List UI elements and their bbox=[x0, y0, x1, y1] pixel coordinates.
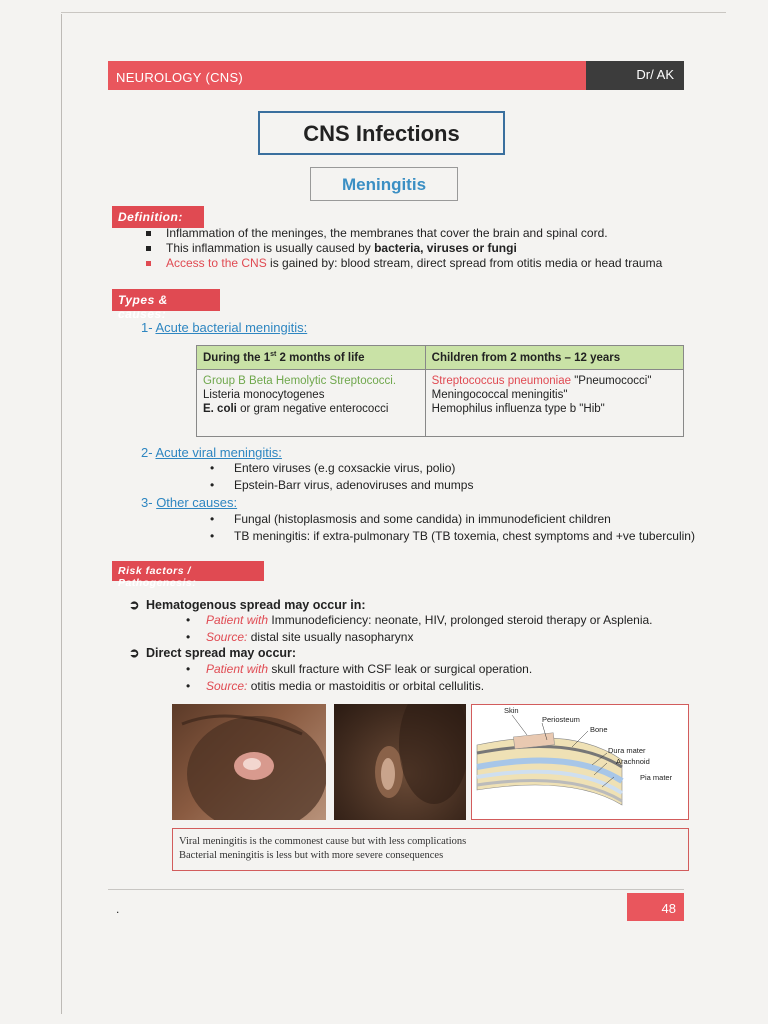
viral-causes-list bbox=[210, 460, 680, 494]
list-item: • Patient with skull fracture with CSF leak or surgical operation. bbox=[186, 661, 686, 678]
meninges-layers-illustration bbox=[472, 705, 689, 820]
page-number: 48 bbox=[627, 893, 684, 921]
arrow-icon: ➲ bbox=[129, 646, 140, 660]
diagram-label-periosteum: Periosteum bbox=[542, 715, 580, 724]
hematogenous-heading: ➲ Hematogenous spread may occur in: bbox=[129, 598, 366, 612]
list-item: • Entero viruses (e.g coxsackie virus, polio) bbox=[210, 460, 680, 477]
diagram-label-skin: Skin bbox=[504, 706, 519, 715]
header-author: Dr/ AK bbox=[586, 61, 684, 90]
table-cell-neonates: Group B Beta Hemolytic Streptococci. Listeria monocytogenes E. coli or gram negative enterococci bbox=[197, 370, 426, 437]
viral-heading: 2- Acute viral meningitis: bbox=[141, 445, 282, 460]
ear-photo bbox=[334, 704, 466, 820]
risk-factors-label: Risk factors / Pathogenesis: bbox=[112, 561, 264, 581]
table-cell-children: Streptococcus pneumoniae "Pneumococci" Meningococcal meningitis" Hemophilus influenza type b "Hib" bbox=[425, 370, 683, 437]
list-item: • Patient with Immunodeficiency: neonate, HIV, prolonged steroid therapy or Asplenia. bbox=[186, 612, 686, 629]
direct-spread-heading: ➲ Direct spread may occur: bbox=[129, 646, 297, 660]
types-label: Types & causes: bbox=[112, 289, 220, 311]
definition-label: Definition: bbox=[112, 206, 204, 228]
left-margin-line bbox=[61, 14, 62, 1014]
table-header-neonates: During the 1st 2 months of life bbox=[197, 346, 426, 370]
list-item: • Source: otitis media or mastoiditis or orbital cellulitis. bbox=[186, 678, 686, 695]
definition-item: This inflammation is usually caused by bacteria, viruses or fungi bbox=[146, 241, 706, 256]
head-lesion-photo bbox=[172, 704, 326, 820]
top-border bbox=[61, 12, 726, 13]
footer-dot: . bbox=[116, 902, 120, 916]
ear-illustration bbox=[334, 704, 466, 820]
meninges-diagram bbox=[471, 704, 689, 820]
page-subtitle: Meningitis bbox=[310, 167, 458, 201]
other-causes-list bbox=[210, 511, 710, 545]
list-item: • TB meningitis: if extra-pulmonary TB (TB toxemia, chest symptoms and +ve tuberculin) bbox=[210, 528, 710, 545]
hematogenous-list bbox=[186, 612, 686, 646]
header-bar bbox=[108, 61, 684, 90]
footer-line bbox=[108, 889, 684, 890]
bacterial-causes-table bbox=[196, 345, 684, 437]
definition-item: Inflammation of the meninges, the membranes that cover the brain and spinal cord. bbox=[146, 226, 706, 241]
definition-list bbox=[146, 226, 706, 271]
list-item: • Epstein-Barr virus, adenoviruses and mumps bbox=[210, 477, 680, 494]
direct-spread-list bbox=[186, 661, 686, 695]
page-title: CNS Infections bbox=[258, 111, 505, 155]
arrow-icon: ➲ bbox=[129, 598, 140, 612]
bacterial-heading: 1- Acute bacterial meningitis: bbox=[141, 320, 308, 335]
summary-note: Viral meningitis is the commonest cause but with less complications Bacterial meningitis is less but with more severe consequences bbox=[172, 828, 689, 871]
head-lesion-illustration bbox=[172, 704, 326, 820]
table-header-children: Children from 2 months – 12 years bbox=[425, 346, 683, 370]
diagram-label-arachnoid: Arachnoid bbox=[616, 757, 650, 766]
other-causes-heading: 3- Other causes: bbox=[141, 495, 238, 510]
diagram-label-bone: Bone bbox=[590, 725, 608, 734]
header-section: NEUROLOGY (CNS) bbox=[108, 61, 586, 90]
diagram-label-pia: Pia mater bbox=[640, 773, 673, 782]
diagram-label-dura: Dura mater bbox=[608, 746, 646, 755]
definition-item: Access to the CNS is gained by: blood stream, direct spread from otitis media or head trauma bbox=[146, 256, 706, 271]
list-item: • Fungal (histoplasmosis and some candida) in immunodeficient children bbox=[210, 511, 710, 528]
list-item: • Source: distal site usually nasopharynx bbox=[186, 629, 686, 646]
